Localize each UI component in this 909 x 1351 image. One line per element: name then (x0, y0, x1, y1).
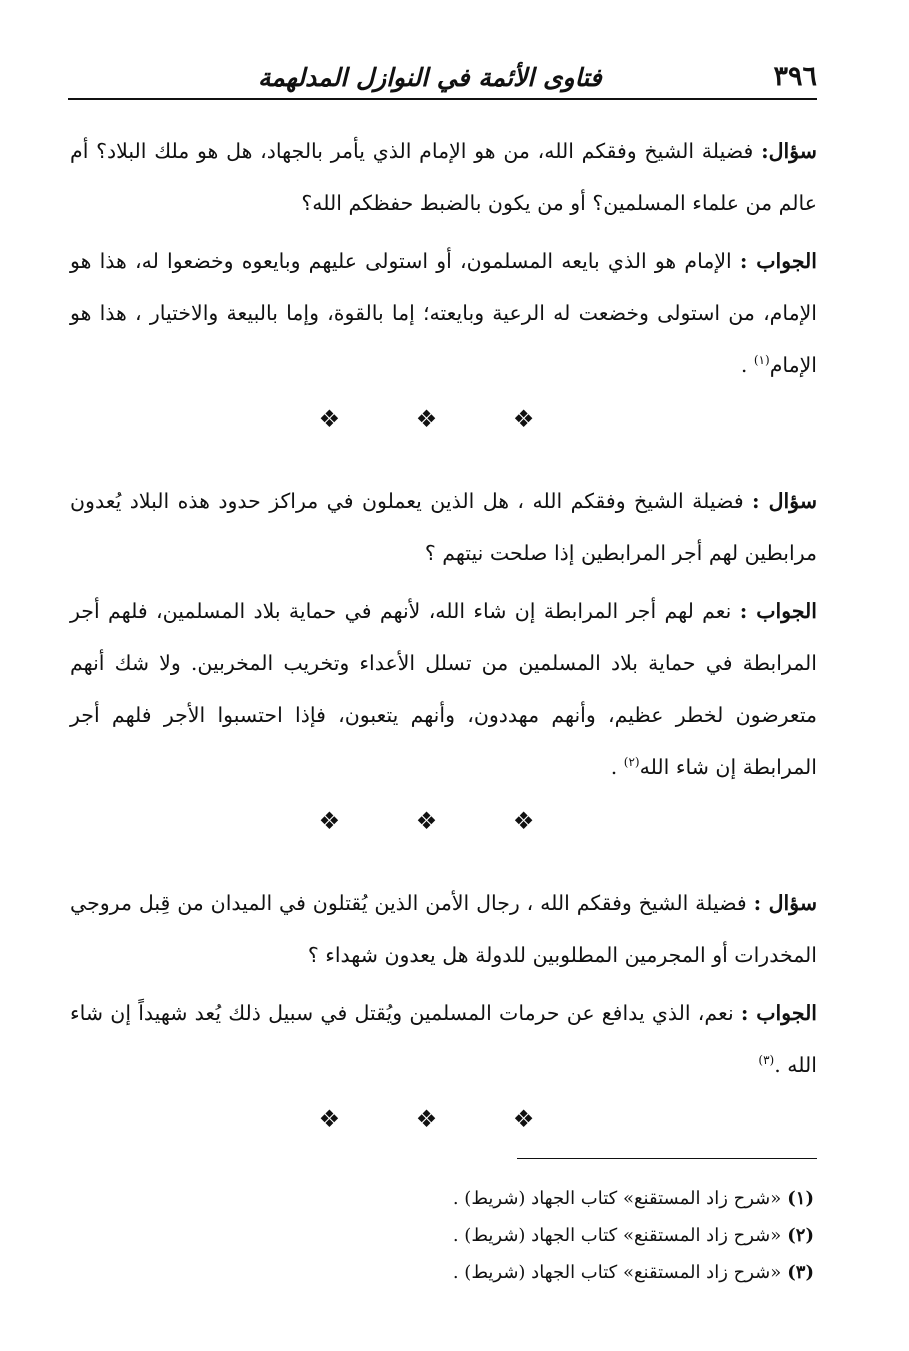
section-divider: ❖ ❖ ❖ (318, 405, 569, 433)
answer-paragraph (70, 987, 817, 1091)
book-title: فتاوى الأئمة في النوازل المدلهمة (258, 63, 602, 92)
answer-text: الإمام هو الذي بايعه المسلمون، أو استولى عليهم وبايعوه وخضعوا له، هذا هو الإمام، من استولى وخضعت له الرعية وبايعته؛ إما بالقوة، وإما بالبيعة والاختيار ، هذا هو الإمام (70, 249, 817, 377)
answer-label: الجواب : (739, 249, 817, 273)
answer-label: الجواب : (740, 1001, 818, 1025)
answer-paragraph (70, 235, 817, 391)
answer-paragraph (70, 585, 817, 793)
footnote-text: «شرح زاد المستقنع» كتاب الجهاد (شريط) . (452, 1262, 782, 1283)
question-text: فضيلة الشيخ وفقكم الله ، هل الذين يعملون في مراكز حدود هذه البلاد يُعدون مرابطين لهم أجر المرابطين إذا صلحت نيتهم ؟ (70, 489, 817, 565)
answer-label: الجواب : (739, 599, 817, 623)
page-header (68, 42, 817, 100)
answer-end: . (740, 353, 754, 377)
question-label: سؤال: (761, 139, 817, 163)
footnote-number: (١) (787, 1188, 814, 1209)
page-number: ٣٩٦ (773, 61, 817, 92)
question-paragraph (70, 877, 817, 981)
footnotes (300, 1180, 814, 1291)
section-divider: ❖ ❖ ❖ (318, 1105, 569, 1133)
footnote-number: (٣) (787, 1262, 814, 1283)
qa-block-1 (70, 125, 817, 391)
footnote-item (300, 1217, 814, 1254)
footnote-number: (٢) (787, 1225, 814, 1246)
qa-block-3 (70, 877, 817, 1091)
question-text: فضيلة الشيخ وفقكم الله ، رجال الأمن الذين يُقتلون في الميدان من قِبل مروجي المخدرات أو المجرمين المطلوبين للدولة هل يعدون شهداء ؟ (70, 891, 817, 967)
answer-text: نعم، الذي يدافع عن حرمات المسلمين ويُقتل في سبيل ذلك يُعد شهيداً إن شاء الله . (70, 1001, 817, 1077)
footnote-separator (517, 1158, 817, 1159)
footnote-text: «شرح زاد المستقنع» كتاب الجهاد (شريط) . (452, 1225, 782, 1246)
question-label: سؤال : (753, 891, 817, 915)
section-divider: ❖ ❖ ❖ (318, 807, 569, 835)
footnote-marker: (١) (753, 353, 770, 368)
answer-text: نعم لهم أجر المرابطة إن شاء الله، لأنهم في حماية بلاد المسلمين، فلهم أجر المرابطة في حماية بلاد المسلمين من تسلل الأعداء وتخريب المخربين. ولا شك أنهم متعرضون لخطر عظيم، وأنهم مهددون، وأنهم يتعبون، فإذا احتسبوا الأجر فلهم أجر المرابطة إن شاء الله (70, 599, 817, 779)
footnote-marker: (٣) (758, 1053, 775, 1068)
question-label: سؤال : (752, 489, 818, 513)
question-paragraph (70, 475, 817, 579)
answer-end: . (610, 755, 624, 779)
footnote-marker: (٢) (623, 755, 640, 770)
question-paragraph (70, 125, 817, 229)
footnote-text: «شرح زاد المستقنع» كتاب الجهاد (شريط) . (452, 1188, 782, 1209)
footnote-item (300, 1180, 814, 1217)
main-content (70, 125, 817, 1175)
qa-block-2 (70, 475, 817, 793)
footnote-item (300, 1254, 814, 1291)
question-text: فضيلة الشيخ وفقكم الله، من هو الإمام الذي يأمر بالجهاد، هل هو ملك البلاد؟ أم عالم من علماء المسلمين؟ أو من يكون بالضبط حفظكم الله؟ (70, 139, 817, 215)
